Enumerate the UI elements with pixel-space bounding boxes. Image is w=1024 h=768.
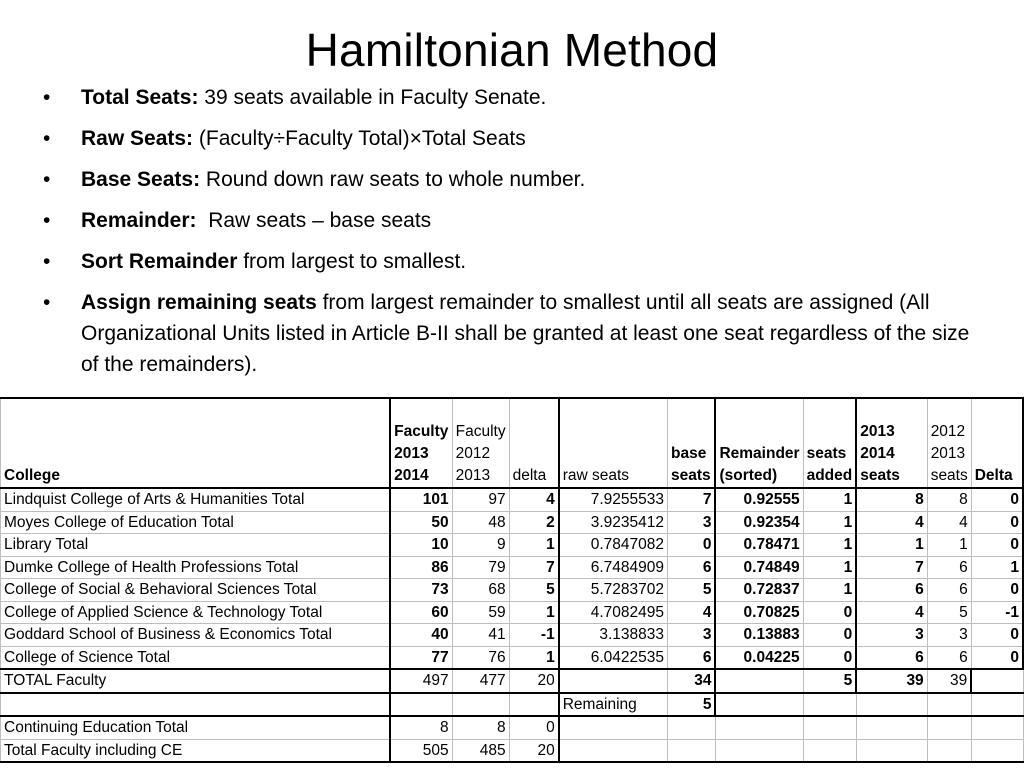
cell-seats2013: 4: [927, 511, 971, 534]
cell-seats2013: 8: [927, 488, 971, 511]
cell-fac2014: 10: [390, 534, 452, 557]
cell-base: 0: [668, 534, 716, 557]
cell-remainder: 0.72837: [715, 579, 803, 602]
cell-Delta: -1: [971, 601, 1023, 624]
cell-Delta: 0: [971, 534, 1023, 557]
header-base-seats: base seats: [668, 398, 716, 488]
bullet-dot-icon: •: [43, 168, 51, 191]
total-delta: 20: [509, 669, 559, 693]
cell-seats2014: 3: [856, 624, 927, 647]
cell-raw: 6.0422535: [559, 646, 668, 669]
seat-allocation-table: [0, 397, 1024, 763]
cell-fac2014: 73: [390, 579, 452, 602]
cell-raw: 3.138833: [559, 624, 668, 647]
cell-seats2013: 1: [927, 534, 971, 557]
cell-remainder: 0.92555: [715, 488, 803, 511]
cell-seats2013: 3: [927, 624, 971, 647]
cell-fac2013: 76: [452, 646, 509, 669]
slide-title: Hamiltonian Method: [305, 24, 719, 76]
withce-fac2014: 505: [390, 739, 452, 762]
header-row: [1, 398, 1024, 488]
cell-college: College of Science Total: [1, 646, 391, 669]
bullet-text: Raw seats – base seats: [196, 209, 432, 232]
cell-base: 3: [668, 511, 716, 534]
remaining-blank: [971, 693, 1023, 717]
cell-Delta: 0: [971, 488, 1023, 511]
cell-Delta: 1: [971, 556, 1023, 579]
cell-added: 1: [803, 579, 856, 602]
cell-seats2014: 4: [856, 511, 927, 534]
remaining-blank: [927, 693, 971, 717]
cell-college: Dumke College of Health Professions Total: [1, 556, 391, 579]
withce-blank: [971, 739, 1023, 762]
remaining-blank: [509, 693, 559, 717]
remaining-blank: [1, 693, 391, 717]
cell-seats2013: 6: [927, 646, 971, 669]
remaining-label: Remaining: [559, 693, 668, 717]
withce-blank: [668, 739, 716, 762]
remaining-blank: [452, 693, 509, 717]
total-fac2014: 497: [390, 669, 452, 693]
bullet-dot-icon: •: [43, 291, 51, 314]
cell-remainder: 0.70825: [715, 601, 803, 624]
bullet-term: Raw Seats:: [81, 127, 194, 150]
cell-fac2014: 77: [390, 646, 452, 669]
cell-remainder: 0.13883: [715, 624, 803, 647]
header-faculty-2014: Faculty 2013 2014: [390, 398, 452, 488]
ce-blank: [668, 716, 716, 739]
cell-college: College of Applied Science & Technology Total: [1, 601, 391, 624]
cell-seats2014: 8: [856, 488, 927, 511]
cell-delta: 7: [509, 556, 559, 579]
total-seats2014: 39: [856, 669, 927, 693]
cell-base: 6: [668, 556, 716, 579]
header-college: College: [1, 398, 391, 488]
bullet-text: Round down raw seats to whole number.: [200, 168, 586, 191]
cell-remainder: 0.04225: [715, 646, 803, 669]
ce-blank: [715, 716, 803, 739]
cell-base: 7: [668, 488, 716, 511]
cell-fac2013: 48: [452, 511, 509, 534]
withce-delta: 20: [509, 739, 559, 762]
ce-blank: [559, 716, 668, 739]
bullet-text: from largest remainder to smallest until all seats are assigned (All Organizational Units listed in Article B-II shall be granted at least one seat regardless of the size of the remainders).: [81, 291, 970, 376]
cell-added: 0: [803, 646, 856, 669]
cell-base: 4: [668, 601, 716, 624]
cell-remainder: 0.92354: [715, 511, 803, 534]
header-raw-seats: raw seats: [559, 398, 668, 488]
bullet-item: [40, 287, 990, 380]
remaining-row: [1, 693, 1024, 717]
bullet-item: [40, 246, 990, 277]
remaining-blank: [390, 693, 452, 717]
cell-fac2013: 41: [452, 624, 509, 647]
cell-college: Lindquist College of Arts & Humanities Total: [1, 488, 391, 511]
remaining-blank: [803, 693, 856, 717]
bullet-term: Sort Remainder: [81, 250, 238, 273]
withce-blank: [559, 739, 668, 762]
ce-delta: 0: [509, 716, 559, 739]
withce-fac2013: 485: [452, 739, 509, 762]
bullet-dot-icon: •: [43, 250, 51, 273]
cell-base: 3: [668, 624, 716, 647]
cell-added: 1: [803, 556, 856, 579]
header-seats-2014: 2013 2014 seats: [856, 398, 927, 488]
cell-college: Goddard School of Business & Economics Total: [1, 624, 391, 647]
header-delta: delta: [509, 398, 559, 488]
bullet-text: from largest to smallest.: [237, 250, 467, 273]
total-added: 5: [803, 669, 856, 693]
table-row: [1, 556, 1024, 579]
ce-blank: [971, 716, 1023, 739]
cell-remainder: 0.78471: [715, 534, 803, 557]
total-base: 34: [668, 669, 716, 693]
cell-raw: 7.9255533: [559, 488, 668, 511]
table-row: [1, 511, 1024, 534]
remaining-blank: [856, 693, 927, 717]
total-with-ce-row: [1, 739, 1024, 762]
cell-raw: 4.7082495: [559, 601, 668, 624]
total-remainder: [715, 669, 803, 693]
ce-row: [1, 716, 1024, 739]
ce-blank: [803, 716, 856, 739]
cell-fac2013: 97: [452, 488, 509, 511]
cell-delta: 1: [509, 646, 559, 669]
table-row: [1, 579, 1024, 602]
cell-base: 5: [668, 579, 716, 602]
cell-raw: 0.7847082: [559, 534, 668, 557]
total-label: TOTAL Faculty: [1, 669, 391, 693]
cell-fac2013: 68: [452, 579, 509, 602]
cell-added: 1: [803, 488, 856, 511]
ce-fac2013: 8: [452, 716, 509, 739]
cell-added: 0: [803, 624, 856, 647]
bullet-text: 39 seats available in Faculty Senate.: [198, 86, 547, 109]
bullet-list: [40, 82, 990, 390]
cell-delta: 1: [509, 601, 559, 624]
cell-base: 6: [668, 646, 716, 669]
header-seat-delta: Delta: [971, 398, 1023, 488]
bullet-dot-icon: •: [43, 209, 51, 232]
cell-Delta: 0: [971, 646, 1023, 669]
bullet-item: [40, 205, 990, 236]
cell-seats2014: 1: [856, 534, 927, 557]
cell-college: Moyes College of Education Total: [1, 511, 391, 534]
total-seats2013: 39: [927, 669, 971, 693]
bullet-dot-icon: •: [43, 127, 51, 150]
cell-college: Library Total: [1, 534, 391, 557]
bullet-term: Base Seats:: [81, 168, 201, 191]
withce-blank: [927, 739, 971, 762]
ce-label: Continuing Education Total: [1, 716, 391, 739]
total-row: [1, 669, 1024, 693]
cell-Delta: 0: [971, 579, 1023, 602]
cell-fac2013: 9: [452, 534, 509, 557]
total-empty: [971, 669, 1023, 693]
cell-fac2014: 86: [390, 556, 452, 579]
cell-fac2013: 79: [452, 556, 509, 579]
remaining-blank: [715, 693, 803, 717]
total-fac2013: 477: [452, 669, 509, 693]
ce-fac2014: 8: [390, 716, 452, 739]
cell-Delta: 0: [971, 624, 1023, 647]
cell-seats2013: 5: [927, 601, 971, 624]
bullet-term: Total Seats:: [81, 86, 199, 109]
cell-seats2014: 6: [856, 579, 927, 602]
cell-seats2013: 6: [927, 579, 971, 602]
cell-Delta: 0: [971, 511, 1023, 534]
withce-blank: [715, 739, 803, 762]
cell-raw: 6.7484909: [559, 556, 668, 579]
header-remainder: Remainder (sorted): [715, 398, 803, 488]
total-raw: [559, 669, 668, 693]
ce-blank: [856, 716, 927, 739]
header-faculty-2013: Faculty 2012 2013: [452, 398, 509, 488]
cell-seats2014: 4: [856, 601, 927, 624]
cell-delta: 4: [509, 488, 559, 511]
cell-raw: 3.9235412: [559, 511, 668, 534]
header-seats-2013: 2012 2013 seats: [927, 398, 971, 488]
bullet-item: [40, 123, 990, 154]
remaining-value: 5: [668, 693, 716, 717]
cell-college: College of Social & Behavioral Sciences Total: [1, 579, 391, 602]
cell-delta: -1: [509, 624, 559, 647]
cell-added: 1: [803, 534, 856, 557]
cell-seats2013: 6: [927, 556, 971, 579]
bullet-item: [40, 82, 990, 113]
bullet-term: Assign remaining seats: [81, 291, 317, 314]
cell-delta: 1: [509, 534, 559, 557]
cell-fac2014: 60: [390, 601, 452, 624]
bullet-dot-icon: •: [43, 86, 51, 109]
withce-blank: [856, 739, 927, 762]
cell-seats2014: 6: [856, 646, 927, 669]
cell-raw: 5.7283702: [559, 579, 668, 602]
withce-label: Total Faculty including CE: [1, 739, 391, 762]
cell-fac2013: 59: [452, 601, 509, 624]
table-row: [1, 534, 1024, 557]
cell-delta: 2: [509, 511, 559, 534]
cell-added: 0: [803, 601, 856, 624]
table-row: [1, 601, 1024, 624]
header-seats-added: seats added: [803, 398, 856, 488]
cell-added: 1: [803, 511, 856, 534]
bullet-term: Remainder:: [81, 209, 197, 232]
cell-fac2014: 50: [390, 511, 452, 534]
cell-fac2014: 101: [390, 488, 452, 511]
withce-blank: [803, 739, 856, 762]
cell-fac2014: 40: [390, 624, 452, 647]
bullet-text: (Faculty÷Faculty Total)×Total Seats: [193, 127, 526, 150]
table-row: [1, 646, 1024, 669]
cell-delta: 5: [509, 579, 559, 602]
table-row: [1, 624, 1024, 647]
cell-seats2014: 7: [856, 556, 927, 579]
bullet-item: [40, 164, 990, 195]
ce-blank: [927, 716, 971, 739]
cell-remainder: 0.74849: [715, 556, 803, 579]
table-row: [1, 488, 1024, 511]
